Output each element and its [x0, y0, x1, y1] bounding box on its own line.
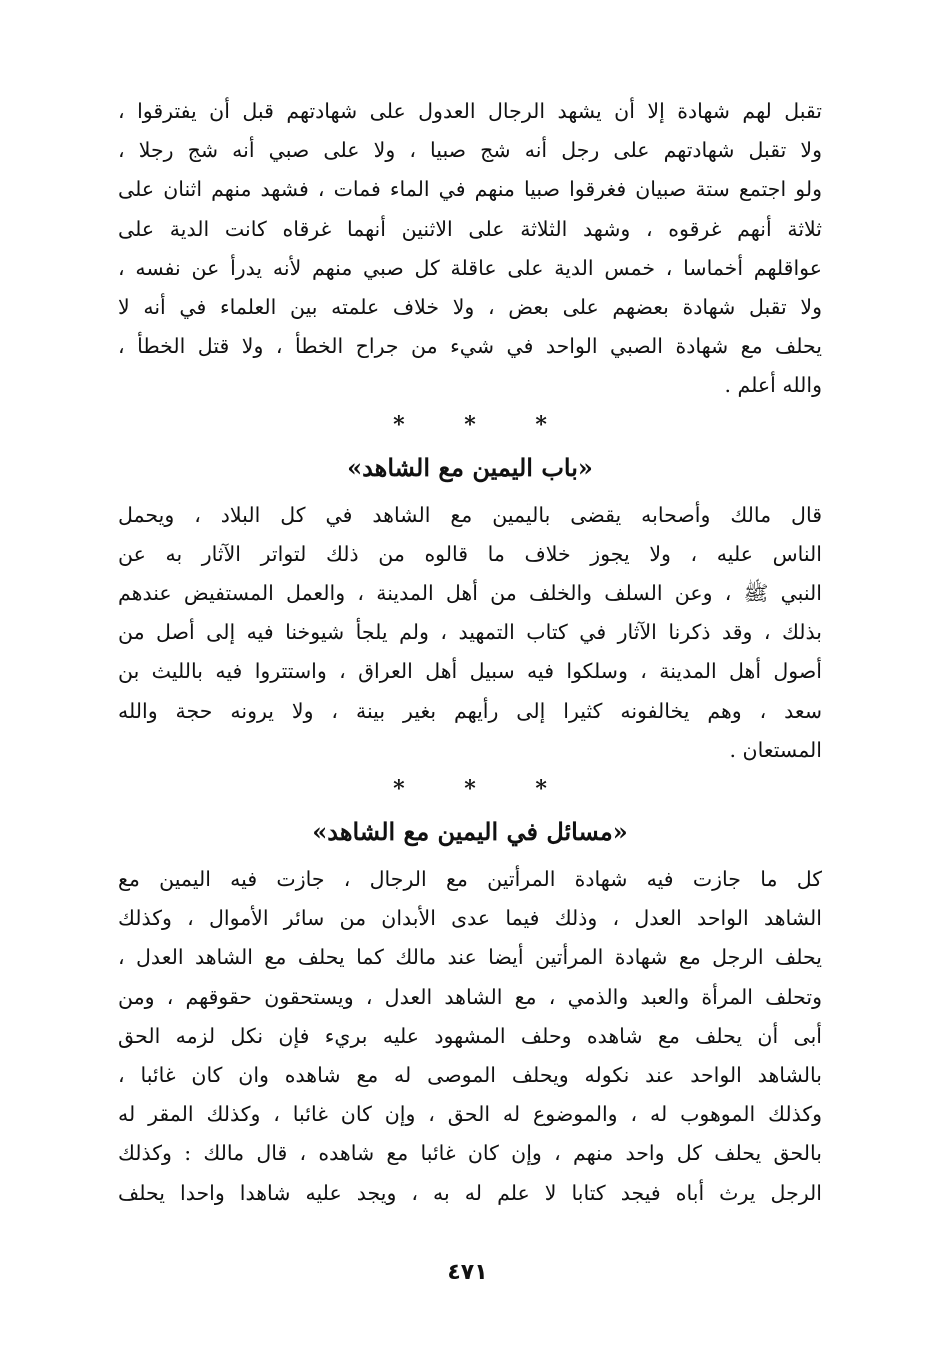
text-line: يحلف الرجل مع شهادة المرأتين أيضا عند مالك كما يحلف مع الشاهد العدل ،: [118, 945, 822, 970]
page-number: ٤٧١: [447, 1260, 488, 1285]
text-line: بالشاهد الواحد عند نكوله ويحلف الموصى له مع شاهده وان كان غائبا ،: [118, 1063, 822, 1088]
text-line: عواقلهم أخماسا ، خمس الدية على عاقلة كل صبي منهم لأنه يدرأ عن نفسه ،: [118, 255, 822, 280]
text-line: كل ما جازت فيه شهادة المرأتين مع الرجال ، جازت فيه اليمين مع: [118, 867, 822, 892]
text-line: وتحلف المرأة والعبد والذمي ، مع الشاهد العدل ، ويستحقون حقوقهم ، ومن: [118, 984, 822, 1009]
section-separator: * * *: [393, 776, 573, 803]
text-line: ثلاثة أنهم غرقوه ، وشهد الثلاثة على الاثنين أنهما غرقاه كانت الدية على: [118, 216, 822, 241]
text-line: ولا تقبل شهادتهم على رجل أنه شج صبيا ، ولا على صبي أنه شج رجلا ،: [118, 138, 822, 163]
text-line: ولو اجتمع ستة صبيان فغرقوا صبيا منهم في الماء فمات ، فشهد منهم اثنان على: [118, 177, 822, 202]
text-line: الشاهد الواحد العدل ، وذلك فيما عدى الأبدان من سائر الأموال ، وكذلك: [118, 906, 822, 931]
text-line: ولا تقبل شهادة بعضهم على بعض ، ولا خلاف علمته بين العلماء في أنه لا: [118, 295, 822, 320]
paragraph-issues-oath-witness: [118, 860, 822, 1213]
page-body: [118, 92, 822, 1213]
text-line: المستعان .: [729, 737, 822, 762]
text-line: أصول أهل المدينة ، وسلكوا فيه سبيل أهل العراق ، واستتروا فيه بالليث بن: [118, 659, 822, 684]
text-line: أبى أن يحلف مع شاهده وحلف المشهود عليه بريء فإن نكل لزمه الحق: [118, 1023, 822, 1048]
text-line: النبي ﷺ ، وعن السلف والخلف من أهل المدينة ، والعمل المستفيض عندهم: [118, 581, 822, 606]
section-separator: * * *: [393, 411, 573, 438]
text-line: وكذلك الموهوب له ، والموضوع له الحق ، وإن كان غائبا ، وكذلك المقر له: [118, 1102, 822, 1127]
text-line: بذلك ، وقد ذكرنا الآثار في كتاب التمهيد ، ولم يلجأ شيوخنا فيه إلى أصل من: [118, 620, 822, 645]
text-line: الرجل يرث أباه فيجد كتابا لا علم له به ، ويجد عليه شاهدا واحدا يحلف: [118, 1180, 822, 1205]
text-line: يحلف مع شهادة الصبي الواحد في شيء من جراح الخطأ ، ولا قتل الخطأ ،: [118, 334, 822, 359]
section-heading-oath-with-witness: «باب اليمين مع الشاهد»: [347, 452, 593, 482]
paragraph-oath-with-witness: [118, 496, 822, 770]
text-line: سعد ، وهم يخالفونه كثيرا إلى رأيهم بغير بينة ، ولا يرونه حجة والله: [118, 698, 822, 723]
text-line: والله أعلم .: [724, 373, 822, 398]
text-line: قال مالك وأصحابه يقضى باليمين مع الشاهد في كل البلاد ، ويحمل: [118, 502, 822, 527]
text-line: تقبل لهم شهادة إلا أن يشهد الرجال العدول على شهادتهم قبل أن يفترقوا ،: [118, 99, 822, 123]
paragraph-witness-testimony: [118, 92, 822, 406]
text-line: الناس عليه ، ولا يجوز خلاف ما قالوه من ذلك لتواتر الآثار به عن: [118, 541, 822, 566]
section-heading-issues-oath-witness: «مسائل في اليمين مع الشاهد»: [312, 817, 628, 847]
text-line: بالحق يحلف كل واحد منهم ، وإن كان غائبا مع شاهده ، قال مالك : وكذلك: [118, 1141, 822, 1166]
